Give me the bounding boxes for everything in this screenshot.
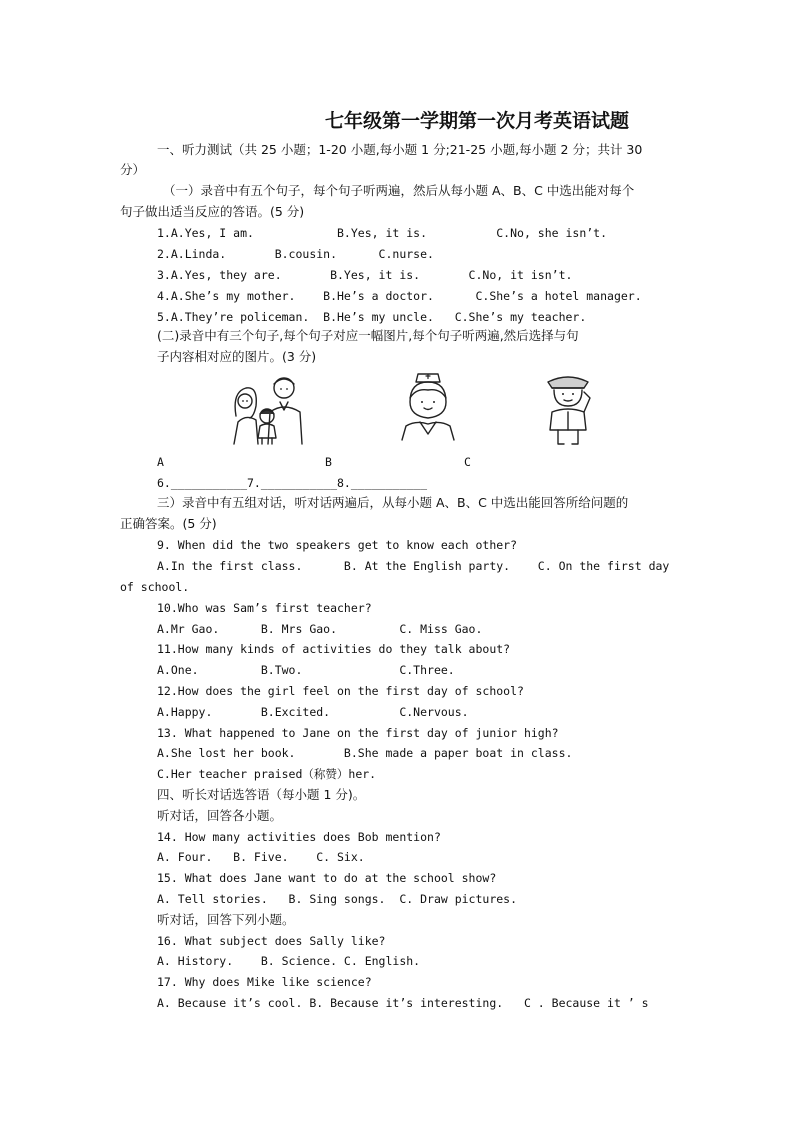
question-17-options: A. Because it’s cool. B. Because it’s interesting. C . Because it ’ s xyxy=(157,996,649,1010)
section-4-instruction-2: 听对话，回答下列小题。 xyxy=(157,912,295,927)
part-3-instruction-cont: 正确答案。(5 分) xyxy=(120,516,217,531)
exam-title: 七年级第一学期第一次月考英语试题 xyxy=(324,110,629,132)
question-13-options-cont: C.Her teacher praised（称赞）her. xyxy=(157,767,377,781)
nurse-picture xyxy=(396,372,460,442)
question-12-options: A.Happy. B.Excited. C.Nervous. xyxy=(157,705,469,719)
question-1: 1.A.Yes, I am. B.Yes, it is. C.No, she isn’t. xyxy=(157,226,608,240)
part-1-instruction: （一）录音中有五个句子，每个句子听两遍，然后从每小题 A、B、C 中选出能对每个 xyxy=(163,183,635,198)
policeman-picture xyxy=(540,372,596,448)
question-5: 5.A.They’re policeman. B.He’s my uncle. C.She’s my teacher. xyxy=(157,310,587,324)
question-17: 17. Why does Mike like science? xyxy=(157,975,372,989)
picture-label-c: C xyxy=(464,455,471,469)
picture-label-b: B xyxy=(325,455,332,469)
section-1-heading: 一、听力测试（共 25 小题；1-20 小题,每小题 1 分;21-25 小题,每小题 2 分；共计 30 xyxy=(157,142,643,157)
question-4: 4.A.She’s my mother. B.He’s a doctor. C.She’s a hotel manager. xyxy=(157,289,642,303)
section-4-instruction: 听对话，回答各小题。 xyxy=(157,808,283,823)
section-4-heading: 四、听长对话选答语（每小题 1 分)。 xyxy=(157,787,366,802)
part-3-instruction: 三）录音中有五组对话，听对话两遍后，从每小题 A、B、C 中选出能回答所给问题的 xyxy=(157,495,629,510)
question-9: 9. When did the two speakers get to know each other? xyxy=(157,538,518,552)
question-10: 10.Who was Sam’s first teacher? xyxy=(157,601,372,615)
family-picture xyxy=(228,372,314,446)
part-2-instruction: (二)录音中有三个句子,每个句子对应一幅图片,每个句子听两遍,然后选择与句 xyxy=(157,328,579,343)
section-1-heading-cont: 分） xyxy=(120,162,146,177)
question-14: 14. How many activities does Bob mention? xyxy=(157,830,441,844)
question-15-options: A. Tell stories. B. Sing songs. C. Draw pictures. xyxy=(157,892,518,906)
question-16: 16. What subject does Sally like? xyxy=(157,934,386,948)
question-16-options: A. History. B. Science. C. English. xyxy=(157,954,421,968)
question-15: 15. What does Jane want to do at the school show? xyxy=(157,871,497,885)
picture-label-a: A xyxy=(157,455,164,469)
answer-blanks-6-8: 6.___________7.___________8.___________ xyxy=(157,476,428,490)
question-13: 13. What happened to Jane on the first day of junior high? xyxy=(157,726,559,740)
question-14-options: A. Four. B. Five. C. Six. xyxy=(157,850,365,864)
question-9-options-cont: of school. xyxy=(120,580,190,594)
part-1-instruction-cont: 句子做出适当反应的答语。(5 分) xyxy=(120,204,305,219)
question-2: 2.A.Linda. B.cousin. C.nurse. xyxy=(157,247,434,261)
question-11-options: A.One. B.Two. C.Three. xyxy=(157,663,455,677)
part-2-instruction-cont: 子内容相对应的图片。(3 分) xyxy=(157,349,317,364)
question-12: 12.How does the girl feel on the first day of school? xyxy=(157,684,524,698)
question-13-options: A.She lost her book. B.She made a paper boat in class. xyxy=(157,746,573,760)
question-10-options: A.Mr Gao. B. Mrs Gao. C. Miss Gao. xyxy=(157,622,483,636)
question-9-options: A.In the first class. B. At the English party. C. On the first day xyxy=(157,559,670,573)
question-11: 11.How many kinds of activities do they talk about? xyxy=(157,642,511,656)
question-3: 3.A.Yes, they are. B.Yes, it is. C.No, it isn’t. xyxy=(157,268,573,282)
